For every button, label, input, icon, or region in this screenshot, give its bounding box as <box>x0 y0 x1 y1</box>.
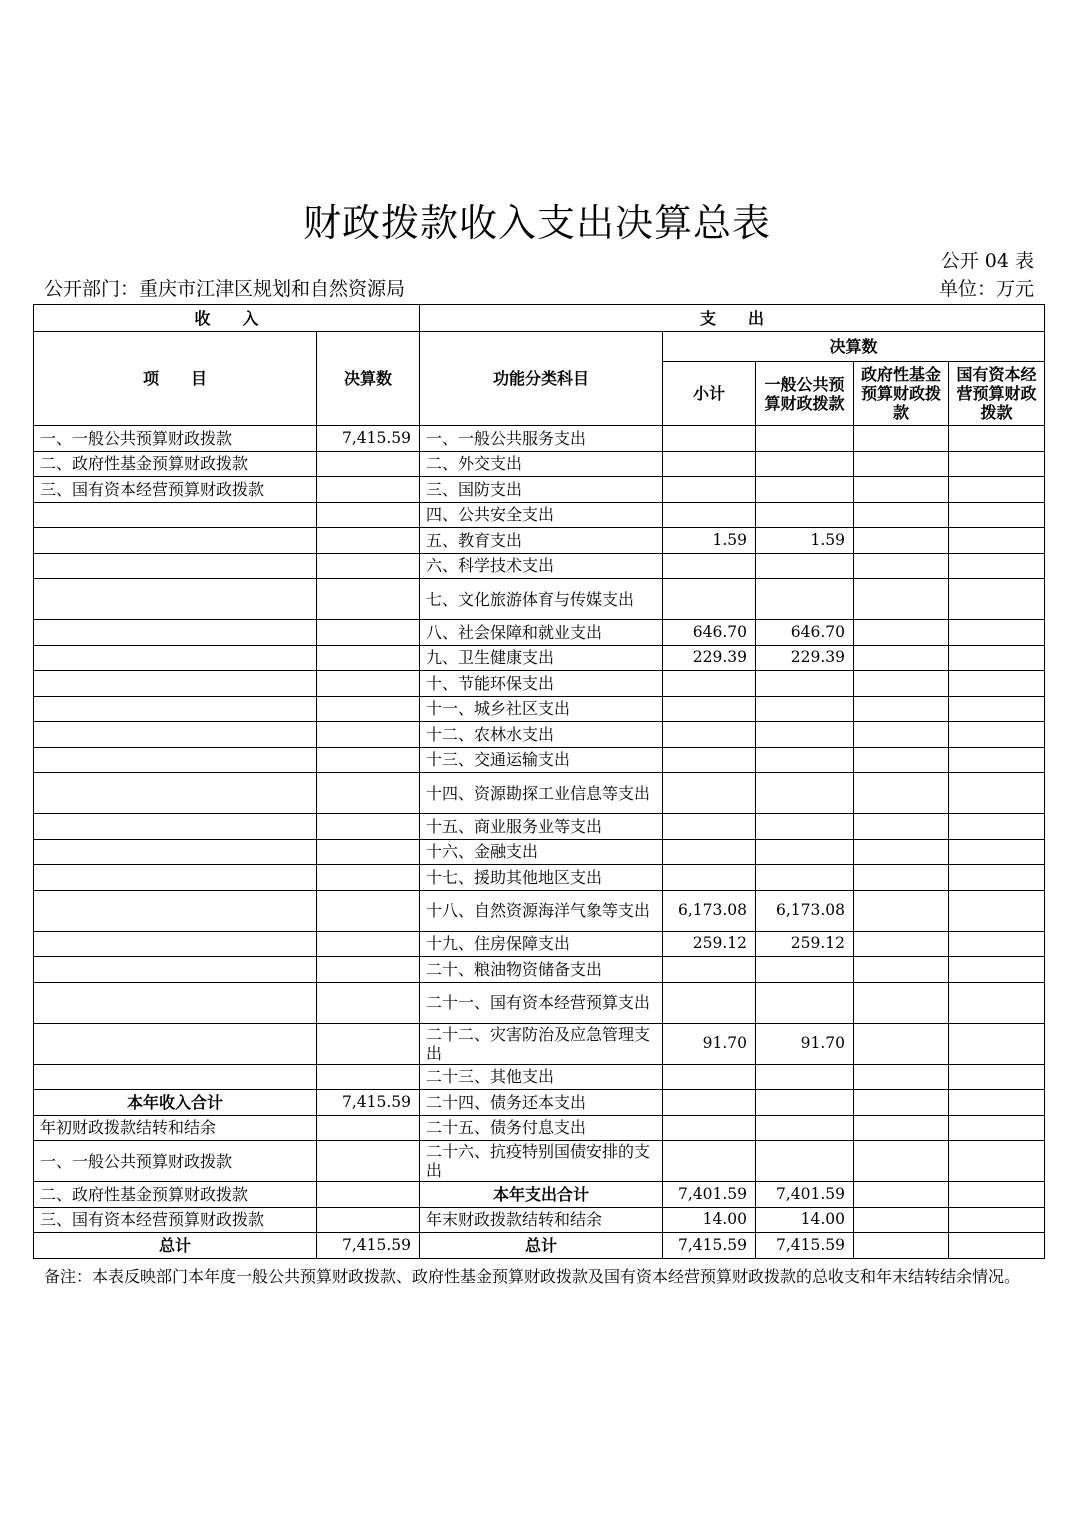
gov-fund-cell <box>854 553 949 579</box>
state-capital-cell <box>949 957 1045 983</box>
budget-table <box>33 304 1045 1259</box>
form-number: 公开 04 表 <box>940 250 1034 272</box>
function-category-cell: 五、教育支出 <box>420 528 663 554</box>
table-row <box>34 957 1045 983</box>
general-budget-cell <box>756 426 854 452</box>
income-item-cell <box>34 931 317 957</box>
income-item-cell <box>34 620 317 646</box>
income-item-cell: 二、政府性基金预算财政拨款 <box>34 1182 317 1208</box>
unit-label: 单位：万元 <box>938 278 1034 300</box>
subtotal-cell <box>663 747 756 773</box>
amount-header: 决算数 <box>317 332 420 426</box>
income-item-cell <box>34 839 317 865</box>
table-row <box>34 553 1045 579</box>
table-row <box>34 1064 1045 1090</box>
general-budget-cell: 7,401.59 <box>756 1182 854 1208</box>
general-budget-cell <box>756 1090 854 1116</box>
table-row <box>34 528 1045 554</box>
table-row <box>34 1090 1045 1116</box>
function-category-cell: 十九、住房保障支出 <box>420 931 663 957</box>
function-category-cell: 十一、城乡社区支出 <box>420 696 663 722</box>
table-row <box>34 477 1045 503</box>
table-row <box>34 579 1045 620</box>
subtotal-cell <box>663 957 756 983</box>
table-row <box>34 890 1045 931</box>
page-title: 财政拨款收入支出决算总表 <box>302 201 771 245</box>
income-item-cell <box>34 502 317 528</box>
state-capital-cell <box>949 722 1045 748</box>
general-budget-cell <box>756 502 854 528</box>
state-capital-cell <box>949 671 1045 697</box>
income-amount-cell <box>317 890 420 931</box>
state-capital-cell <box>949 1090 1045 1116</box>
general-budget-cell <box>756 1064 854 1090</box>
general-budget-cell <box>756 477 854 503</box>
gov-fund-cell <box>854 890 949 931</box>
function-category-cell: 年末财政拨款结转和结余 <box>420 1207 663 1233</box>
income-item-cell: 二、政府性基金预算财政拨款 <box>34 451 317 477</box>
gov-fund-cell <box>854 982 949 1023</box>
income-item-cell <box>34 696 317 722</box>
general-budget-cell: 14.00 <box>756 1207 854 1233</box>
subtotal-cell: 1.59 <box>663 528 756 554</box>
income-amount-cell <box>317 747 420 773</box>
gov-fund-cell <box>854 747 949 773</box>
general-budget-cell <box>756 671 854 697</box>
gov-fund-cell <box>854 451 949 477</box>
subtotal-cell <box>663 722 756 748</box>
general-budget-cell <box>756 1141 854 1182</box>
function-category-cell: 十三、交通运输支出 <box>420 747 663 773</box>
income-amount-cell <box>317 553 420 579</box>
income-amount-cell <box>317 1207 420 1233</box>
income-amount-cell <box>317 528 420 554</box>
income-item-cell: 一、一般公共预算财政拨款 <box>34 426 317 452</box>
gov-fund-cell <box>854 865 949 891</box>
function-category-cell: 十八、自然资源海洋气象等支出 <box>420 890 663 931</box>
subtotal-cell <box>663 839 756 865</box>
income-amount-cell <box>317 957 420 983</box>
subtotal-cell <box>663 426 756 452</box>
subtotal-cell <box>663 579 756 620</box>
function-category-cell: 二、外交支出 <box>420 451 663 477</box>
income-amount-cell <box>317 865 420 891</box>
general-budget-cell: 91.70 <box>756 1023 854 1064</box>
general-budget-cell <box>756 553 854 579</box>
gov-fund-cell <box>854 645 949 671</box>
function-category-cell: 十二、农林水支出 <box>420 722 663 748</box>
function-category-cell: 九、卫生健康支出 <box>420 645 663 671</box>
function-category-cell: 六、科学技术支出 <box>420 553 663 579</box>
income-amount-cell <box>317 1115 420 1141</box>
gov-fund-cell <box>854 1023 949 1064</box>
table-row <box>34 982 1045 1023</box>
table-row <box>34 451 1045 477</box>
table-row <box>34 1141 1045 1182</box>
gov-fund-cell <box>854 671 949 697</box>
gov-fund-header: 政府性基金预算财政拨款 <box>854 362 949 426</box>
function-category-cell: 三、国防支出 <box>420 477 663 503</box>
subtotal-cell <box>663 553 756 579</box>
function-category-cell: 二十、粮油物资储备支出 <box>420 957 663 983</box>
subtotal-cell: 646.70 <box>663 620 756 646</box>
income-amount-cell <box>317 696 420 722</box>
state-capital-cell <box>949 865 1045 891</box>
gov-fund-cell <box>854 1141 949 1182</box>
table-row <box>34 1023 1045 1064</box>
function-category-cell: 十六、金融支出 <box>420 839 663 865</box>
table-row <box>34 696 1045 722</box>
subtotal-cell <box>663 814 756 840</box>
income-item-cell <box>34 982 317 1023</box>
general-budget-cell <box>756 1115 854 1141</box>
subtotal-cell: 7,401.59 <box>663 1182 756 1208</box>
function-category-cell: 总计 <box>420 1233 663 1259</box>
gov-fund-cell <box>854 1182 949 1208</box>
general-budget-cell <box>756 451 854 477</box>
income-item-cell <box>34 773 317 814</box>
income-item-cell <box>34 579 317 620</box>
income-item-cell: 一、一般公共预算财政拨款 <box>34 1141 317 1182</box>
function-category-cell: 二十六、抗疫特别国债安排的支出 <box>420 1141 663 1182</box>
function-category-cell: 十、节能环保支出 <box>420 671 663 697</box>
general-budget-cell <box>756 814 854 840</box>
subtotal-cell: 14.00 <box>663 1207 756 1233</box>
table-row <box>34 773 1045 814</box>
general-budget-cell <box>756 696 854 722</box>
general-budget-cell: 7,415.59 <box>756 1233 854 1259</box>
state-capital-cell <box>949 477 1045 503</box>
subtotal-cell <box>663 696 756 722</box>
income-item-cell <box>34 957 317 983</box>
final-accounts-header: 决算数 <box>663 332 1045 362</box>
general-budget-cell: 259.12 <box>756 931 854 957</box>
general-budget-cell <box>756 865 854 891</box>
department-label: 公开部门：重庆市江津区规划和自然资源局 <box>44 278 406 300</box>
state-capital-cell <box>949 1182 1045 1208</box>
state-capital-cell <box>949 553 1045 579</box>
income-amount-cell <box>317 620 420 646</box>
state-capital-cell <box>949 747 1045 773</box>
function-category-cell: 四、公共安全支出 <box>420 502 663 528</box>
state-capital-cell <box>949 451 1045 477</box>
income-amount-cell <box>317 773 420 814</box>
function-category-cell: 十四、资源勘探工业信息等支出 <box>420 773 663 814</box>
state-capital-header: 国有资本经营预算财政拨款 <box>949 362 1045 426</box>
function-category-cell: 二十一、国有资本经营预算支出 <box>420 982 663 1023</box>
income-item-cell: 三、国有资本经营预算财政拨款 <box>34 477 317 503</box>
function-category-cell: 一、一般公共服务支出 <box>420 426 663 452</box>
income-item-cell: 年初财政拨款结转和结余 <box>34 1115 317 1141</box>
subtotal-cell: 91.70 <box>663 1023 756 1064</box>
state-capital-cell <box>949 579 1045 620</box>
gov-fund-cell <box>854 426 949 452</box>
subtotal-cell <box>663 451 756 477</box>
state-capital-cell <box>949 1064 1045 1090</box>
gov-fund-cell <box>854 957 949 983</box>
gov-fund-cell <box>854 1233 949 1259</box>
table-row <box>34 839 1045 865</box>
state-capital-cell <box>949 814 1045 840</box>
table-row <box>34 1233 1045 1259</box>
income-item-cell <box>34 747 317 773</box>
gov-fund-cell <box>854 579 949 620</box>
income-amount-cell <box>317 451 420 477</box>
income-amount-cell <box>317 1064 420 1090</box>
table-row <box>34 865 1045 891</box>
gov-fund-cell <box>854 620 949 646</box>
income-amount-cell <box>317 1182 420 1208</box>
table-row <box>34 620 1045 646</box>
state-capital-cell <box>949 773 1045 814</box>
state-capital-cell <box>949 982 1045 1023</box>
gov-fund-cell <box>854 722 949 748</box>
table-row <box>34 814 1045 840</box>
income-amount-cell <box>317 1141 420 1182</box>
income-amount-cell <box>317 671 420 697</box>
general-budget-cell <box>756 982 854 1023</box>
function-category-cell: 十五、商业服务业等支出 <box>420 814 663 840</box>
income-header: 收 入 <box>34 305 420 332</box>
subtotal-cell: 7,415.59 <box>663 1233 756 1259</box>
income-item-cell <box>34 722 317 748</box>
general-budget-cell <box>756 773 854 814</box>
subtotal-cell <box>663 865 756 891</box>
gov-fund-cell <box>854 696 949 722</box>
income-amount-cell: 7,415.59 <box>317 1090 420 1116</box>
subtotal-cell <box>663 477 756 503</box>
state-capital-cell <box>949 645 1045 671</box>
gov-fund-cell <box>854 1090 949 1116</box>
table-row <box>34 502 1045 528</box>
income-amount-cell <box>317 645 420 671</box>
subtotal-cell: 229.39 <box>663 645 756 671</box>
gov-fund-cell <box>854 1064 949 1090</box>
income-amount-cell: 7,415.59 <box>317 1233 420 1259</box>
income-item-cell: 三、国有资本经营预算财政拨款 <box>34 1207 317 1233</box>
table-row <box>34 1115 1045 1141</box>
income-amount-cell <box>317 579 420 620</box>
expense-header: 支 出 <box>420 305 1045 332</box>
function-category-cell: 二十五、债务付息支出 <box>420 1115 663 1141</box>
gov-fund-cell <box>854 931 949 957</box>
income-item-cell: 本年收入合计 <box>34 1090 317 1116</box>
general-budget-cell <box>756 839 854 865</box>
function-category-cell: 八、社会保障和就业支出 <box>420 620 663 646</box>
item-header: 项 目 <box>34 332 317 426</box>
table-row <box>34 931 1045 957</box>
table-row <box>34 645 1045 671</box>
table-body <box>34 426 1045 1259</box>
general-budget-cell: 1.59 <box>756 528 854 554</box>
subtotal-cell: 6,173.08 <box>663 890 756 931</box>
subtotal-cell <box>663 1115 756 1141</box>
table-row <box>34 722 1045 748</box>
function-category-header: 功能分类科目 <box>420 332 663 426</box>
table-row <box>34 671 1045 697</box>
income-item-cell <box>34 553 317 579</box>
state-capital-cell <box>949 839 1045 865</box>
income-amount-cell <box>317 982 420 1023</box>
function-category-cell: 二十四、债务还本支出 <box>420 1090 663 1116</box>
gov-fund-cell <box>854 502 949 528</box>
income-item-cell <box>34 890 317 931</box>
table-row <box>34 426 1045 452</box>
general-budget-cell <box>756 579 854 620</box>
income-amount-cell <box>317 931 420 957</box>
function-category-cell: 十七、援助其他地区支出 <box>420 865 663 891</box>
income-amount-cell <box>317 502 420 528</box>
subtotal-header: 小计 <box>663 362 756 426</box>
state-capital-cell <box>949 1141 1045 1182</box>
gov-fund-cell <box>854 1207 949 1233</box>
general-budget-cell <box>756 747 854 773</box>
state-capital-cell <box>949 528 1045 554</box>
function-category-cell: 二十三、其他支出 <box>420 1064 663 1090</box>
income-amount-cell <box>317 814 420 840</box>
general-budget-cell <box>756 722 854 748</box>
subtotal-cell <box>663 773 756 814</box>
function-category-cell: 二十二、灾害防治及应急管理支出 <box>420 1023 663 1064</box>
subtotal-cell <box>663 982 756 1023</box>
income-amount-cell <box>317 722 420 748</box>
gov-fund-cell <box>854 1115 949 1141</box>
income-amount-cell <box>317 1023 420 1064</box>
table-row <box>34 747 1045 773</box>
subtotal-cell <box>663 1090 756 1116</box>
income-amount-cell <box>317 477 420 503</box>
state-capital-cell <box>949 502 1045 528</box>
income-item-cell <box>34 645 317 671</box>
function-category-cell: 本年支出合计 <box>420 1182 663 1208</box>
table-row <box>34 1182 1045 1208</box>
gov-fund-cell <box>854 814 949 840</box>
function-category-cell: 七、文化旅游体育与传媒支出 <box>420 579 663 620</box>
general-budget-cell <box>756 957 854 983</box>
gov-fund-cell <box>854 773 949 814</box>
income-item-cell <box>34 1023 317 1064</box>
state-capital-cell <box>949 890 1045 931</box>
general-budget-cell: 229.39 <box>756 645 854 671</box>
gov-fund-cell <box>854 477 949 503</box>
gov-fund-cell <box>854 528 949 554</box>
general-budget-cell: 6,173.08 <box>756 890 854 931</box>
state-capital-cell <box>949 1207 1045 1233</box>
income-item-cell <box>34 814 317 840</box>
subtotal-cell <box>663 502 756 528</box>
subtotal-cell <box>663 1064 756 1090</box>
income-amount-cell: 7,415.59 <box>317 426 420 452</box>
income-amount-cell <box>317 839 420 865</box>
table-row <box>34 1207 1045 1233</box>
state-capital-cell <box>949 620 1045 646</box>
footnote: 备注：本表反映部门本年度一般公共预算财政拨款、政府性基金预算财政拨款及国有资本经营预算财政拨款的总收支和年末结转结余情况。 <box>44 1267 1021 1286</box>
income-item-cell <box>34 865 317 891</box>
state-capital-cell <box>949 696 1045 722</box>
state-capital-cell <box>949 1023 1045 1064</box>
state-capital-cell <box>949 426 1045 452</box>
income-item-cell <box>34 528 317 554</box>
general-budget-cell: 646.70 <box>756 620 854 646</box>
gov-fund-cell <box>854 839 949 865</box>
general-budget-header: 一般公共预算财政拨款 <box>756 362 854 426</box>
subtotal-cell: 259.12 <box>663 931 756 957</box>
state-capital-cell <box>949 1233 1045 1259</box>
income-item-cell: 总计 <box>34 1233 317 1259</box>
state-capital-cell <box>949 931 1045 957</box>
income-item-cell <box>34 671 317 697</box>
state-capital-cell <box>949 1115 1045 1141</box>
income-item-cell <box>34 1064 317 1090</box>
subtotal-cell <box>663 671 756 697</box>
subtotal-cell <box>663 1141 756 1182</box>
